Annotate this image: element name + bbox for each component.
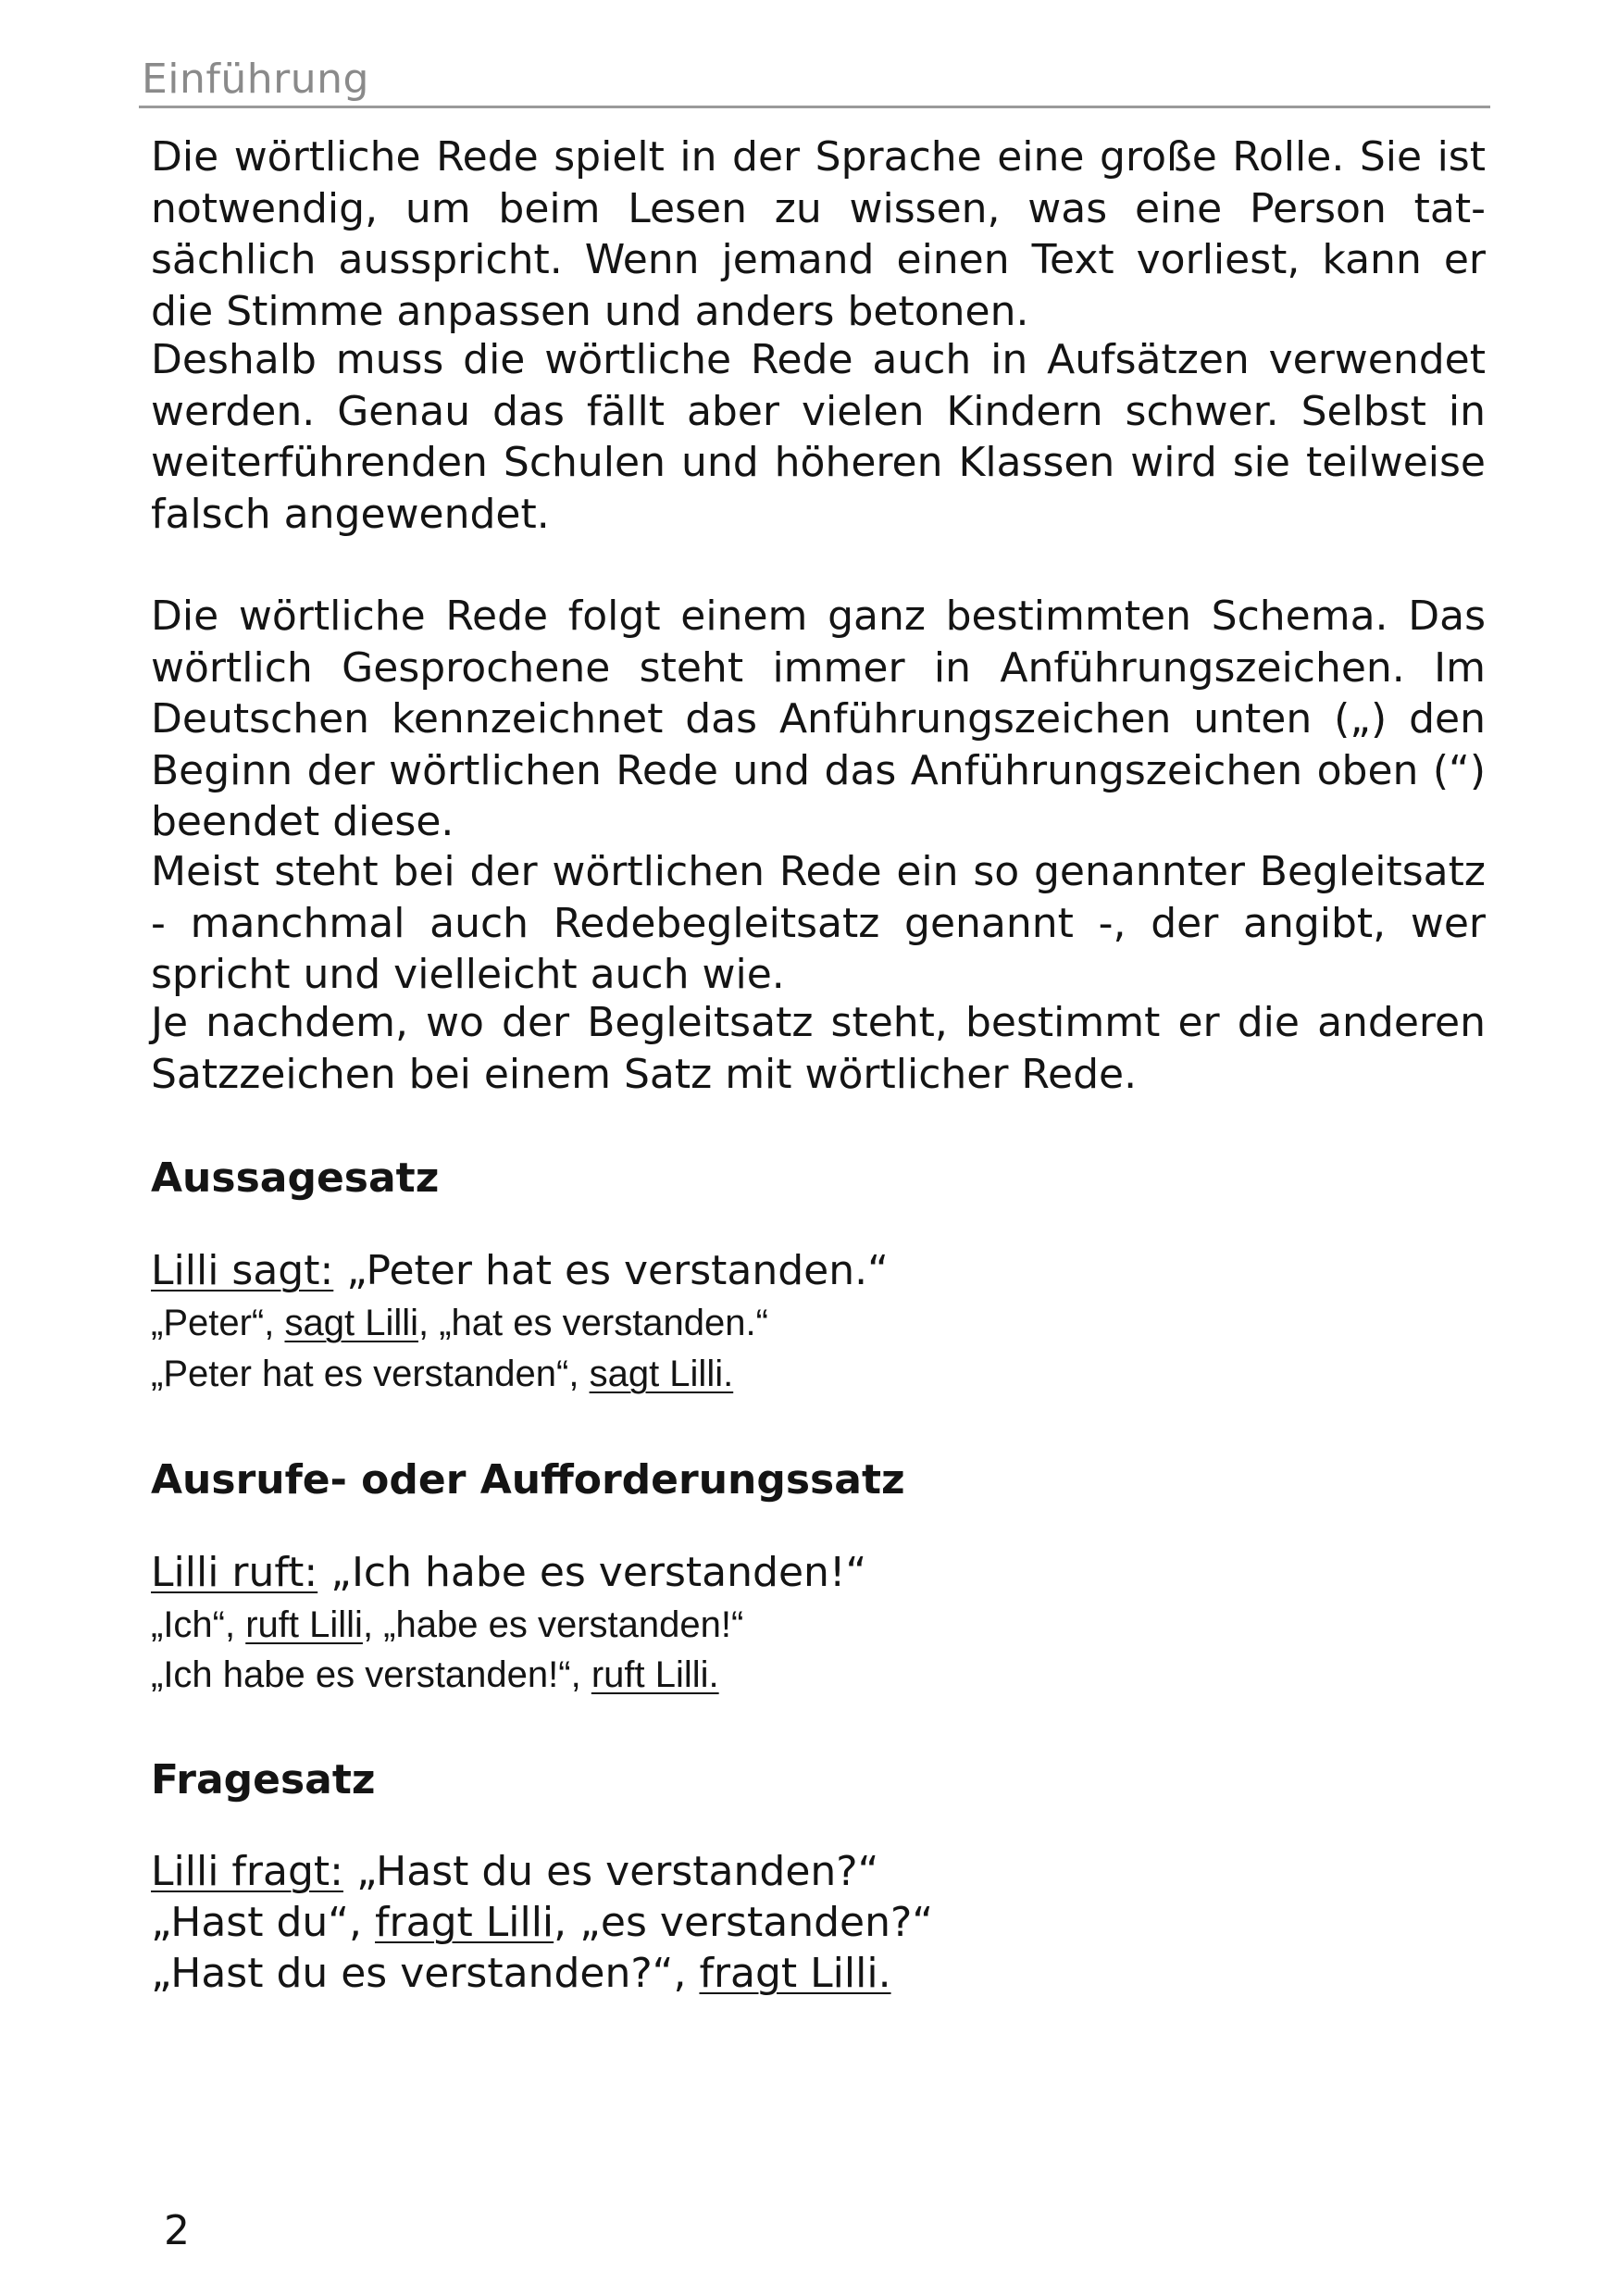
- quoted-speech: , „hat es verstanden.“: [418, 1303, 768, 1343]
- quoted-speech: „Hast du es verstanden?“,: [151, 1950, 700, 1997]
- companion-clause: ruft Lilli.: [591, 1654, 719, 1695]
- schema-paragraph: Die wörtliche Rede folgt einem ganz bestimmten Schema. Das wörtlich Gesprochene steht immer in Anführungszeichen. Im Deutschen kennzeichnet das Anführungszeichen unten („) den Beginn der wörtlichen Rede und das Anführungszeichen oben (“) beendet diese.: [151, 593, 1486, 845]
- heading-ausrufesatz: Ausrufe- oder Aufforderungssatz: [151, 1456, 905, 1504]
- companion-clause: Lilli sagt:: [151, 1247, 334, 1294]
- quoted-speech: „Ich“,: [151, 1604, 246, 1645]
- page-number: 2: [164, 2207, 190, 2254]
- quoted-speech: „Ich habe es verstanden!“,: [151, 1654, 591, 1695]
- quoted-speech: „Hast du“,: [151, 1899, 376, 1946]
- companion-clause: sagt Lilli: [284, 1303, 418, 1343]
- running-header: [139, 54, 1490, 108]
- heading-aussagesatz: Aussagesatz: [151, 1154, 440, 1202]
- quoted-speech: „Peter hat es verstanden.“: [333, 1247, 889, 1294]
- chapter-title: Einführung: [142, 56, 369, 103]
- companion-clause: Lilli fragt:: [151, 1848, 343, 1895]
- companion-clause: Lilli ruft:: [151, 1549, 318, 1596]
- satzzeichen-paragraph: Je nachdem, wo der Begleitsatz steht, bestimmt er die anderen Satzzeichen bei einem Satz mit wörtlicher Rede.: [151, 999, 1486, 1098]
- companion-clause: fragt Lilli.: [699, 1950, 891, 1997]
- example-ausruf-3: [151, 1652, 719, 1698]
- example-frage-2: [151, 1898, 933, 1948]
- example-ausruf-1: [151, 1548, 866, 1598]
- example-aussage-1: [151, 1246, 889, 1296]
- example-frage-3: [151, 1949, 891, 1999]
- quoted-speech: , „habe es verstanden!“: [362, 1604, 744, 1645]
- companion-clause: fragt Lilli: [375, 1899, 554, 1946]
- quoted-speech: „Hast du es verstanden?“: [342, 1848, 879, 1895]
- example-aussage-3: [151, 1351, 733, 1397]
- intro-paragraph-2: Deshalb muss die wörtliche Rede auch in Aufsätzen verwendet werden. Genau das fällt aber vielen Kindern schwer. Selbst in weiterführenden Schulen und höheren Klassen wird sie teilweise falsch angewendet.: [151, 336, 1486, 538]
- example-frage-1: [151, 1847, 878, 1897]
- companion-clause: ruft Lilli: [245, 1604, 363, 1645]
- begleitsatz-paragraph: Meist steht bei der wörtlichen Rede ein so genannter Begleitsatz - manchmal auch Redebegleitsatz genannt -, der angibt, wer spricht und vielleicht auch wie.: [151, 848, 1486, 998]
- example-aussage-2: [151, 1300, 768, 1346]
- heading-fragesatz: Fragesatz: [151, 1756, 376, 1803]
- example-ausruf-2: [151, 1602, 743, 1648]
- companion-clause: sagt Lilli.: [589, 1354, 734, 1394]
- intro-paragraph-1: Die wörtliche Rede spielt in der Sprache eine große Rolle. Sie ist notwendig, um beim Lesen zu wissen, was eine Person tatsächlich ausspricht. Wenn jemand einen Text vorliest, kann er die Stimme anpassen und anders betonen.: [151, 133, 1486, 335]
- quoted-speech: „Ich habe es verstanden!“: [317, 1549, 867, 1596]
- quoted-speech: , „es verstanden?“: [554, 1899, 934, 1946]
- quoted-speech: „Peter“,: [151, 1303, 285, 1343]
- quoted-speech: „Peter hat es verstanden“,: [151, 1354, 590, 1394]
